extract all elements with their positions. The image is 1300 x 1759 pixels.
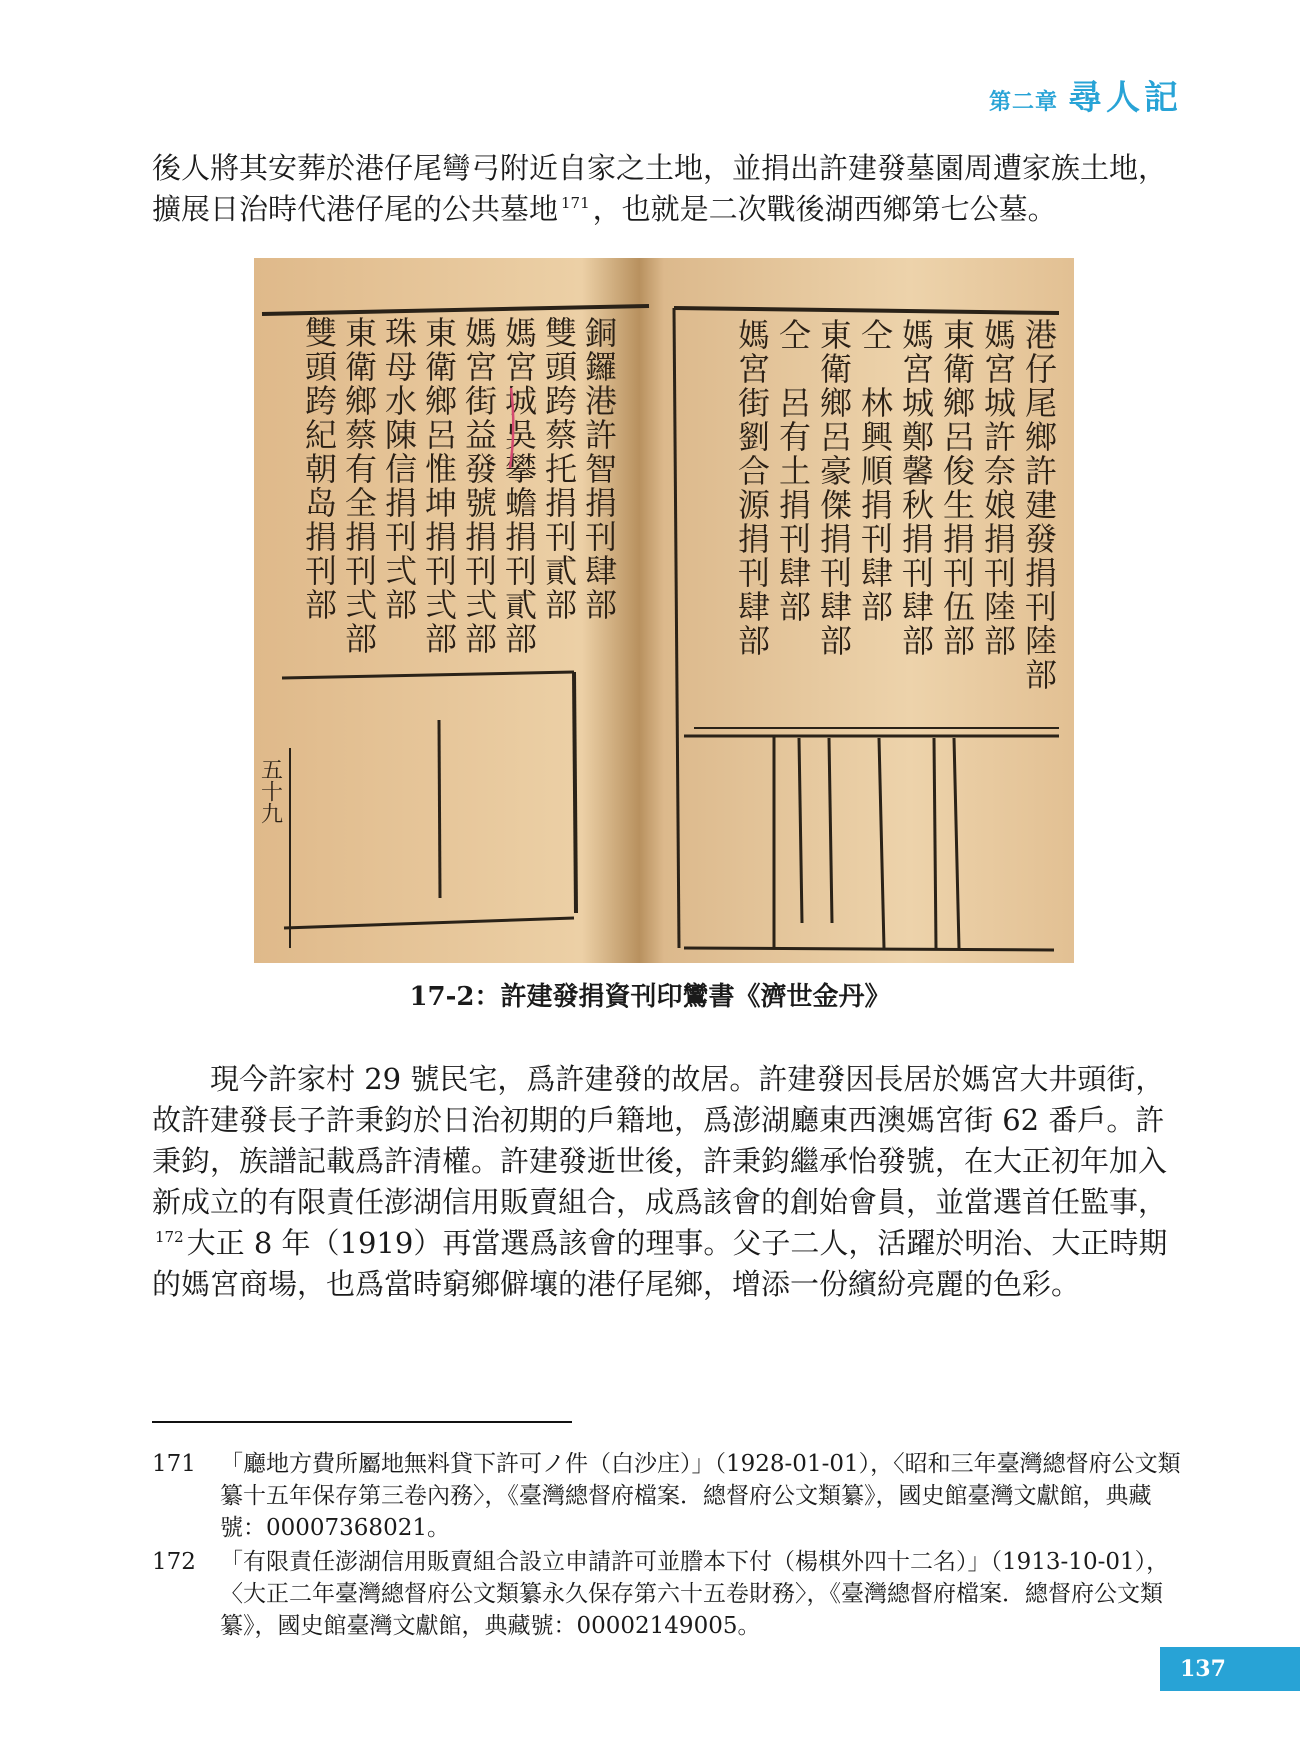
figure-text-column: 港仔尾鄉許建發捐刊陸部 [1020, 318, 1058, 692]
figure-text-column: 仝 林興順捐刊肆部 [856, 318, 894, 624]
paragraph-1-text-a: 後人將其安葬於港仔尾彎弓附近自家之土地，並捐出許建發墓園周遭家族土地，擴展日治時代港仔尾的公共墓地 [152, 151, 1168, 226]
page-number: 137 [1160, 1647, 1300, 1691]
figure-text-column: 媽宮城鄭馨秋捐刊肆部 [897, 318, 935, 658]
paragraph-2-text-a: 現今許家村 29 號民宅，爲許建發的故居。許建發因長居於媽宮大井頭街，故許建發長子許秉鈞於日治初期的戶籍地，爲澎湖廳東西澳媽宮街 62 番戶。許秉鈞，族譜記載爲許清權。許建發逝世後，許秉鈞繼承怡發號，在大正初年加入新成立的有限責任澎湖信用販賣組合，成爲該會的創始會員，並當選首任監事， [152, 1062, 1168, 1219]
paragraph-2-text-b: 大正 8 年（1919）再當選爲該會的理事。父子二人，活躍於明治、大正時期的媽宮商場，也爲當時窮鄉僻壤的港仔尾鄉，增添一份繽紛亮麗的色彩。 [152, 1226, 1168, 1301]
paragraph-1-text-b: ，也就是二次戰後湖西鄉第七公墓。 [592, 192, 1057, 226]
chapter-label: 第二章 [988, 90, 1058, 115]
figure-text-column: 媽宮街益發號捐刊弍部 [460, 316, 498, 656]
footnote-text: 「廳地方費所屬地無料貸下許可ノ件（白沙庄）」（1928-01-01），〈昭和三年臺灣總督府公文類纂十五年保存第三卷內務〉，《臺灣總督府檔案．總督府公文類纂》，國史館臺灣文獻館，典藏號：00007368021。 [220, 1451, 1181, 1541]
running-header [989, 70, 1182, 119]
figure-text-column: 珠母水陳信捐刊弍部 [380, 316, 418, 622]
footnote-ref-172[interactable]: 172 [155, 1228, 184, 1247]
figure-text-column: 銅鑼港許智捐刊肆部 [580, 316, 618, 622]
figure-text-column: 東衛鄉蔡有全捐刊弍部 [340, 316, 378, 656]
figure-text-column: 媽宮街劉合源捐刊肆部 [733, 318, 771, 658]
footnote-text: 「有限責任澎湖信用販賣組合設立申請許可並謄本下付（楊棋外四十二名）」（1913-10-01），〈大正二年臺灣總督府公文類纂永久保存第六十五卷財務〉，《臺灣總督府檔案．總督府公文類纂》，國史館臺灣文獻館，典藏號：00002149005。 [220, 1549, 1170, 1639]
footnote-ref-171[interactable]: 171 [561, 194, 590, 213]
figure-text-column: 媽宮城吳攀蟾捐刊貳部 [500, 316, 538, 656]
paragraph-2 [152, 1059, 1177, 1305]
figure-text-column: 雙頭跨紀朝岛捐刊部 [300, 316, 338, 622]
figure-text-column: 東衛鄉呂豪傑捐刊肆部 [815, 318, 853, 658]
footnote-number: 172 [152, 1549, 196, 1575]
chapter-title: 尋人記 [1068, 78, 1182, 118]
footnote-number: 171 [152, 1451, 196, 1477]
figure-image [254, 258, 1074, 963]
folio-mark: 五十九 [257, 758, 283, 824]
book-photo [254, 258, 1074, 963]
footnote-171 [152, 1448, 1182, 1544]
figure-text-column: 媽宮城許奈娘捐刊陸部 [979, 318, 1017, 658]
figure-text-column: 東衛鄉呂惟坤捐刊弍部 [420, 316, 458, 656]
footnote-divider [152, 1421, 572, 1423]
figure-text-column: 仝 呂有土捐刊肆部 [774, 318, 812, 624]
figure-text-column: 雙頭跨蔡托捐刊貳部 [540, 316, 578, 622]
footnote-172 [152, 1546, 1182, 1642]
paragraph-1 [152, 148, 1177, 230]
figure-caption: 17-2：許建發捐資刊印鸞書《濟世金丹》 [409, 982, 891, 1012]
figure-text-column: 東衛鄉呂俊生捐刊伍部 [938, 318, 976, 658]
